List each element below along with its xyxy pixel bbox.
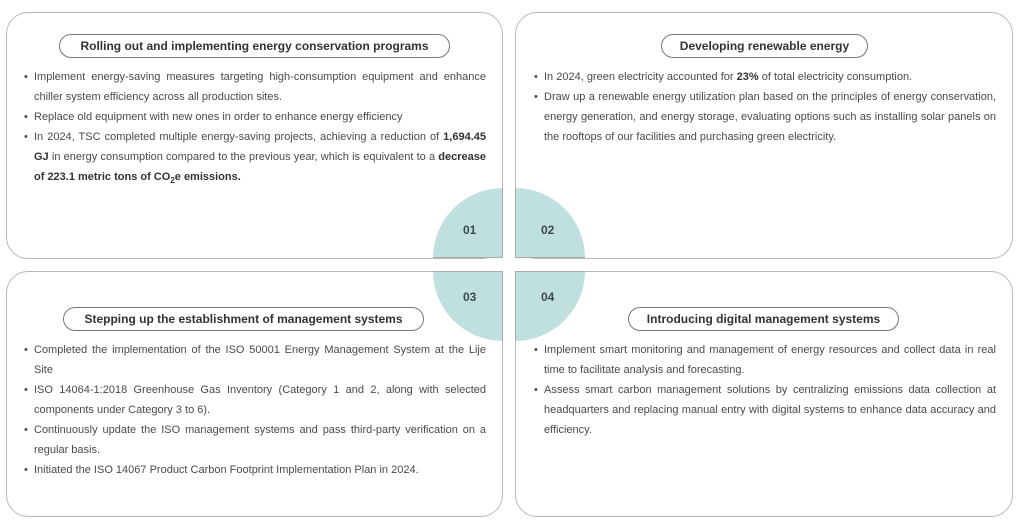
section-title-02: Developing renewable energy <box>661 34 868 58</box>
bullet-item: • Implement energy-saving measures targeting high-consumption equipment and enhance chiller system efficiency across all production sites. <box>22 67 486 107</box>
section-title-03: Stepping up the establishment of management systems <box>63 307 424 331</box>
bullet-text: In 2024, TSC completed multiple energy-saving projects, achieving a reduction of <box>34 131 444 143</box>
bullet-list-03 <box>22 340 486 480</box>
bullet-item <box>532 67 996 87</box>
section-number-01: 01 <box>463 223 477 237</box>
section-title-01: Rolling out and implementing energy conservation programs <box>59 34 450 58</box>
bullet-highlight: 23% <box>736 71 759 83</box>
bullet-item <box>22 127 486 187</box>
bullet-text: In 2024, green electricity accounted for <box>544 71 737 83</box>
bullet-list-02 <box>532 67 996 147</box>
bullet-highlight-text: e emissions. <box>174 171 241 183</box>
section-number-02: 02 <box>541 223 555 237</box>
bullet-item: • Initiated the ISO 14067 Product Carbon Footprint Implementation Plan in 2024. <box>22 460 486 480</box>
bullet-list-04 <box>532 340 996 440</box>
bullet-item: • Assess smart carbon management solutions by centralizing emissions data collection at headquarters and replacing manual entry with digital systems to enhance data accuracy and efficiency. <box>532 380 996 440</box>
bullet-item: • Draw up a renewable energy utilization plan based on the principles of energy conservation, energy generation, and energy storage, evaluating options such as installing solar panels on the rooftops of our facilities and purchasing green electricity. <box>532 87 996 147</box>
subscript: 2 <box>170 176 175 186</box>
bullet-item: • Implement smart monitoring and management of energy resources and collect data in real time to facilitate analysis and forecasting. <box>532 340 996 380</box>
bullet-item: • ISO 14064-1:2018 Greenhouse Gas Inventory (Category 1 and 2, along with selected components under Category 3 to 6). <box>22 380 486 420</box>
bullet-item: • Continuously update the ISO management systems and pass third-party verification on a regular basis. <box>22 420 486 460</box>
section-number-04: 04 <box>541 290 555 304</box>
bullet-text: in energy consumption compared to the previous year, which is equivalent to a <box>48 151 439 163</box>
bullet-item: • Completed the implementation of the ISO 50001 Energy Management System at the Lije Site <box>22 340 486 380</box>
bullet-text: of total electricity consumption. <box>758 71 913 83</box>
section-number-03: 03 <box>463 290 477 304</box>
bullet-highlight-text: decrease of 223.1 metric tons of CO <box>34 151 486 183</box>
section-title-04: Introducing digital management systems <box>628 307 899 331</box>
bullet-highlight: 1,694.45 GJ <box>34 131 486 163</box>
bullet-list-01 <box>22 67 486 187</box>
bullet-item: • Replace old equipment with new ones in order to enhance energy efficiency <box>22 107 486 127</box>
